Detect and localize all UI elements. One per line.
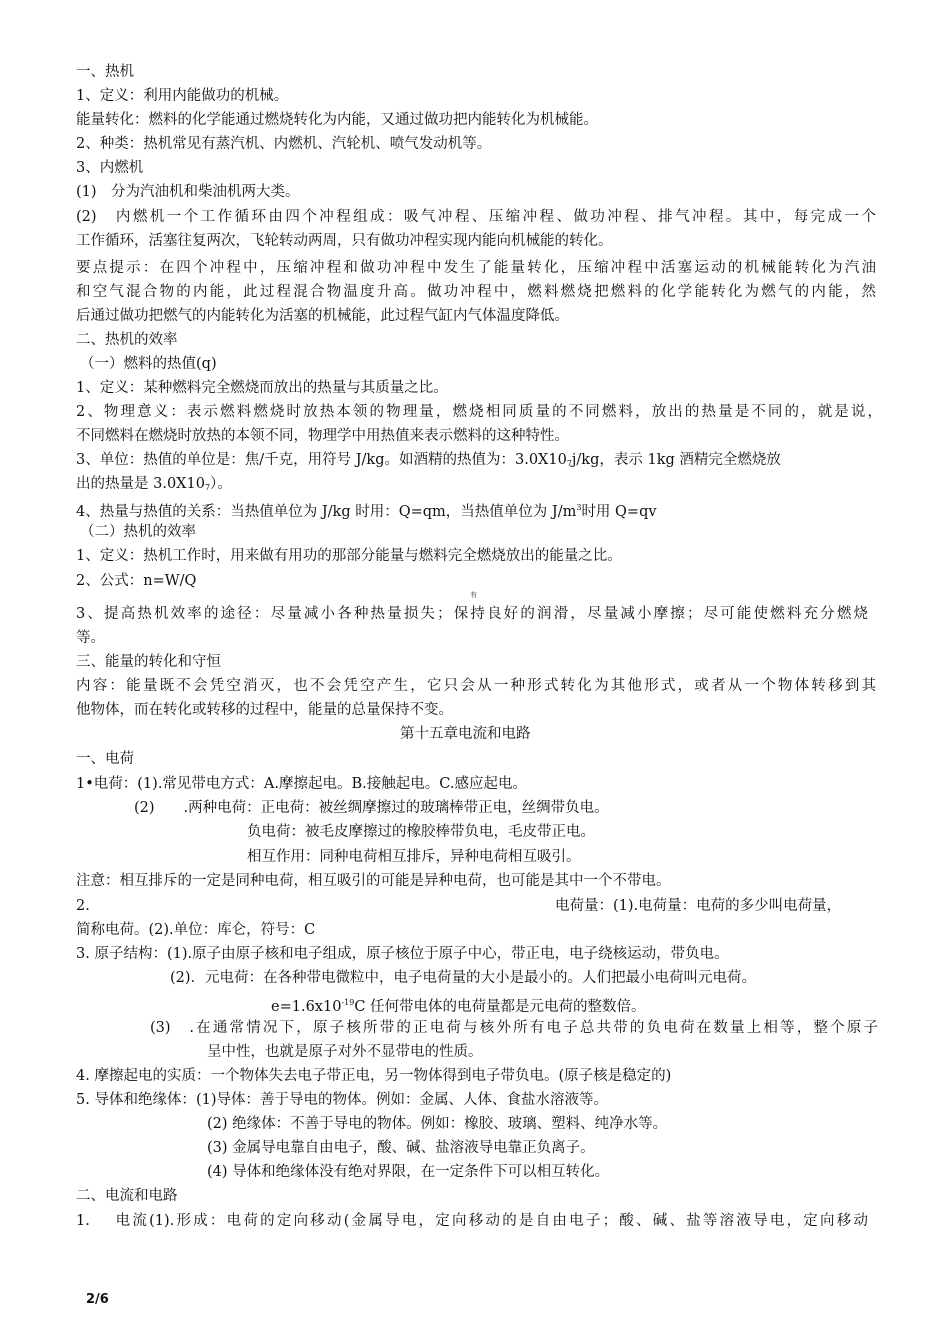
text-line bbox=[76, 474, 232, 498]
text-line: 1、定义：热机工作时，用来做有用功的那部分能量与燃料完全燃烧放出的能量之比。 bbox=[76, 548, 622, 564]
text-line: 1、定义：利用内能做功的机械。 bbox=[76, 88, 289, 104]
text-line: 他物体，而在转化或转移的过程中，能量的总量保持不变。 bbox=[76, 702, 453, 718]
text-fragment: ）。 bbox=[210, 476, 232, 492]
text-line: 和空气混合物的内能，此过程混合物温度升高。做功冲程中，燃料燃烧把燃料的化学能转化为燃气的内能，然 bbox=[76, 284, 876, 300]
text-fragment: 出的热量是 3.0X10 bbox=[76, 476, 205, 492]
text-line: 呈中性，也就是原子对外不显带电的性质。 bbox=[207, 1044, 483, 1060]
text-line: (2) 内燃机一个工作循环由四个冲程组成：吸气冲程、压缩冲程、做功冲程、排气冲程。其中，每完成一个 bbox=[76, 209, 876, 225]
text-line: (2)．元电荷：在各种带电微粒中，电子电荷量的大小是最小的。人们把最小电荷叫元电荷。 bbox=[170, 970, 757, 986]
text-line: (2) 绝缘体：不善于导电的物体。例如：橡胶、玻璃、塑料、纯净水等。 bbox=[207, 1116, 668, 1132]
text-line: 4. 摩擦起电的实质：一个物体失去电子带正电，另一物体得到电子带负电。(原子核是稳定的) bbox=[76, 1068, 672, 1084]
text-line: 3. 原子结构：(1).原子由原子核和电子组成，原子核位于原子中心，带正电，电子绕核运动，带负电。 bbox=[76, 946, 729, 962]
text-fragment: 3 bbox=[576, 503, 582, 512]
text-line: 5. 导体和绝缘体：(1)导体：善于导电的物体。例如：金属、人体、食盐水溶液等。 bbox=[76, 1092, 608, 1108]
text-line: 1. 电流(1).形成：电荷的定向移动(金属导电，定向移动的是自由电子；酸、碱、盐等溶液导电，定向移动 bbox=[76, 1213, 868, 1229]
text-fragment: -19 bbox=[341, 998, 355, 1007]
text-line: 3、提高热机效率的途径：尽量减小各种热量损失；保持良好的润滑，尽量减小摩擦；尽可能使燃料充分燃烧 bbox=[76, 606, 868, 622]
text-line: (2) .两种电荷：正电荷：被丝绸摩擦过的玻璃棒带正电，丝绸带负电。 bbox=[134, 800, 609, 816]
text-fragment: e=1.6x10 bbox=[271, 998, 342, 1015]
text-fragment: 3、单位：热值的单位是：焦/千克，用符号 J/kg。如酒精的热值为：3.0X10 bbox=[76, 452, 567, 468]
heading-heat-engine: 一、热机 bbox=[76, 64, 134, 80]
text-fragment: 7 bbox=[566, 459, 572, 468]
subheading-engine-efficiency: （二）热机的效率 bbox=[80, 524, 196, 540]
heading-current-circuit: 二、电流和电路 bbox=[76, 1188, 178, 1204]
heading-energy-conservation: 三、能量的转化和守恒 bbox=[76, 654, 221, 670]
text-line: 2、物理意义：表示燃料燃烧时放热本领的物理量，燃烧相同质量的不同燃料，放出的热量是不同的，就是说， bbox=[76, 404, 882, 420]
text-line: 后通过做功把燃气的内能转化为活塞的机械能，此过程气缸内气体温度降低。 bbox=[76, 308, 569, 324]
text-line bbox=[76, 450, 781, 474]
text-line: 电荷量：(1).电荷量：电荷的多少叫电荷量， bbox=[555, 898, 842, 914]
text-line bbox=[76, 498, 657, 522]
text-line: (3) 金属导电靠自由电子，酸、碱、盐溶液导电靠正负离子。 bbox=[207, 1140, 595, 1156]
text-fragment: 7 bbox=[204, 483, 211, 492]
text-line: 要点提示：在四个冲程中，压缩冲程和做功冲程中发生了能量转化，压缩冲程中活塞运动的机械能转化为汽油 bbox=[76, 260, 876, 276]
text-line: 相互作用：同种电荷相互排斥，异种电荷相互吸引。 bbox=[247, 849, 581, 865]
text-line: 能量转化：燃料的化学能通过燃烧转化为内能，又通过做功把内能转化为机械能。 bbox=[76, 112, 598, 128]
text-fragment: 有 bbox=[470, 591, 477, 599]
text-line: 内容：能量既不会凭空消灭，也不会凭空产生，它只会从一种形式转化为其他形式，或者从一个物体转移到其 bbox=[76, 678, 876, 694]
text-fragment: 时用 Q=qv bbox=[581, 503, 657, 520]
text-line: 1•电荷：(1).常见带电方式：A.摩擦起电。B.接触起电。C.感应起电。 bbox=[76, 776, 527, 792]
text-line: (3) .在通常情况下，原子核所带的正电荷与核外所有电子总共带的负电荷在数量上相等，整个原子 bbox=[150, 1020, 878, 1036]
text-fragment: C 任何带电体的电荷量都是元电荷的整数倍。 bbox=[354, 998, 646, 1015]
text-line: 3、内燃机 bbox=[76, 160, 144, 176]
text-fragment: 2. bbox=[76, 898, 90, 914]
text-line: (4) 导体和绝缘体没有绝对界限，在一定条件下可以相互转化。 bbox=[207, 1164, 610, 1180]
page-number: 2/6 bbox=[86, 1292, 109, 1307]
text-line: 工作循环，活塞往复两次，飞轮转动两周，只有做功冲程实现内能向机械能的转化。 bbox=[76, 233, 613, 249]
heading-charge: 一、电荷 bbox=[76, 751, 134, 767]
text-fragment: 4、热量与热值的关系：当热值单位为 J/kg 时用：Q=qm，当热值单位为 J/m bbox=[76, 503, 577, 520]
text-line: 等。 bbox=[76, 630, 105, 646]
text-line: 2、公式：n=W/Q bbox=[76, 573, 197, 589]
heading-efficiency: 二、热机的效率 bbox=[76, 332, 178, 348]
text-line: 不同燃料在燃烧时放热的本领不同，物理学中用热值来表示燃料的这种特性。 bbox=[76, 428, 569, 444]
text-line: (1) 分为汽油机和柴油机两大类。 bbox=[76, 184, 300, 200]
text-line bbox=[271, 993, 646, 1017]
text-line: 简称电荷。(2).单位：库仑，符号：C bbox=[76, 922, 316, 938]
text-fragment: j/kg，表示 1kg 酒精完全燃烧放 bbox=[571, 452, 781, 468]
text-line: 1、定义：某种燃料完全燃烧而放出的热量与其质量之比。 bbox=[76, 380, 448, 396]
text-line: 注意：相互排斥的一定是同种电荷，相互吸引的可能是异种电荷，也可能是其中一个不带电。 bbox=[76, 873, 671, 889]
text-line: 负电荷：被毛皮摩擦过的橡胶棒带负电，毛皮带正电。 bbox=[247, 824, 595, 840]
subheading-heat-value: （一）燃料的热值(q) bbox=[80, 356, 217, 372]
text-line: 2、种类：热机常见有蒸汽机、内燃机、汽轮机、喷气发动机等。 bbox=[76, 136, 492, 152]
chapter-title: 第十五章电流和电路 bbox=[400, 726, 531, 742]
